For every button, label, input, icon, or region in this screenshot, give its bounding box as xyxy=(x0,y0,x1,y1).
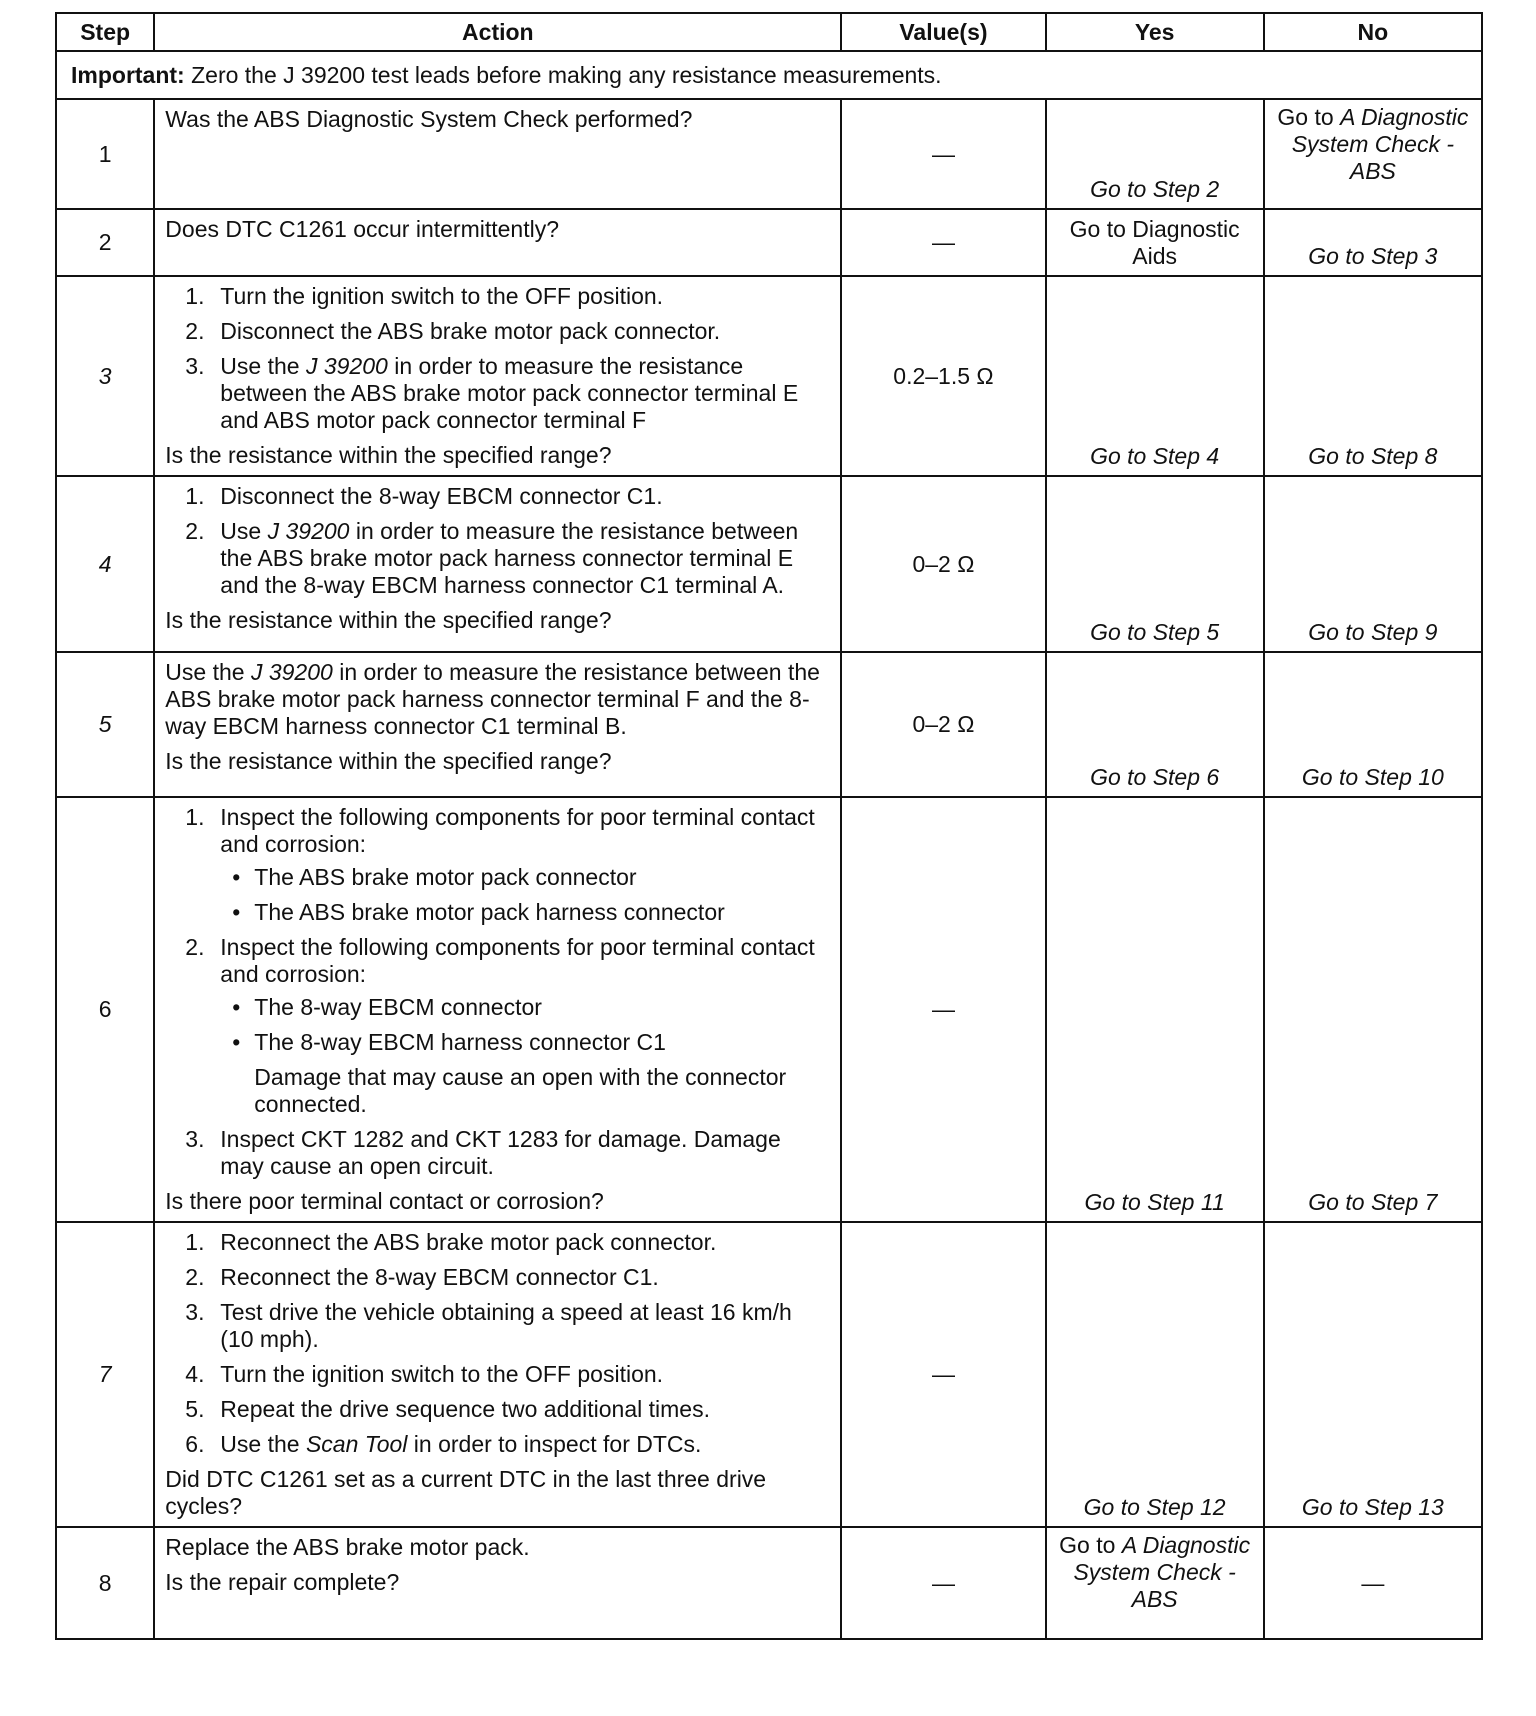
action-cell xyxy=(154,797,841,1222)
diagnostic-document xyxy=(55,12,1483,1640)
list-item: 1. Inspect the following components for poor terminal contact and corrosion: • The ABS brake motor pack connector • The ABS brake motor pack harness connector xyxy=(165,804,830,926)
header-no: No xyxy=(1264,13,1482,51)
list-item: 3. Use the J 39200 in order to measure the resistance between the ABS brake motor pack connector terminal E and ABS motor pack connector terminal F xyxy=(185,353,799,433)
header-values: Value(s) xyxy=(841,13,1045,51)
step-number: 7 xyxy=(56,1222,154,1527)
tool-name: J 39200 xyxy=(305,353,388,379)
step-number: 5 xyxy=(56,652,154,797)
action-cell xyxy=(154,209,841,276)
list-item: 6. Use the Scan Tool in order to inspect for DTCs. xyxy=(185,1431,702,1457)
yes-link[interactable]: Go to Step 5 xyxy=(1046,476,1264,652)
list-item: 2. Reconnect the 8-way EBCM connector C1. xyxy=(185,1264,659,1290)
value-cell: — xyxy=(841,209,1045,276)
no-link[interactable]: Go to Step 7 xyxy=(1264,797,1482,1222)
question-text: Did DTC C1261 set as a current DTC in the last three drive cycles? xyxy=(165,1466,767,1519)
tool-name: J 39200 xyxy=(267,518,350,544)
no-link[interactable]: Go to Step 13 xyxy=(1264,1222,1482,1527)
list-item: 3. Inspect CKT 1282 and CKT 1283 for damage. Damage may cause an open circuit. xyxy=(185,1126,781,1179)
yes-link[interactable]: Go to Diagnostic Aids xyxy=(1046,209,1264,276)
damage-note: Damage that may cause an open with the connector connected. xyxy=(254,1064,787,1117)
step-number: 6 xyxy=(56,797,154,1222)
question-text: Is there poor terminal contact or corrosion? xyxy=(165,1188,604,1214)
step-row-2 xyxy=(56,209,1482,276)
no-link[interactable]: Go to Step 10 xyxy=(1264,652,1482,797)
no-link[interactable]: Go to Step 3 xyxy=(1264,209,1482,276)
list-item: 5. Repeat the drive sequence two additional times. xyxy=(185,1396,710,1422)
yes-link[interactable]: Go to Step 12 xyxy=(1046,1222,1264,1527)
instruction-list xyxy=(165,283,830,434)
step-row-6 xyxy=(56,797,1482,1222)
question-text: Is the repair complete? xyxy=(165,1569,400,1595)
no-link[interactable]: Go to A Diagnostic System Check - ABS xyxy=(1264,99,1482,209)
value-cell: — xyxy=(841,99,1045,209)
bullet-item: • The 8-way EBCM connector xyxy=(232,994,542,1020)
step-row-7 xyxy=(56,1222,1482,1527)
bullet-item: • The 8-way EBCM harness connector C1 Damage that may cause an open with the connector connected. xyxy=(220,1029,830,1118)
list-item: 1. Disconnect the 8-way EBCM connector C1. xyxy=(185,483,663,509)
bullet-list xyxy=(220,864,830,926)
value-cell: — xyxy=(841,797,1045,1222)
header-row xyxy=(56,13,1482,51)
step-number: 1 xyxy=(56,99,154,209)
step-row-4 xyxy=(56,476,1482,652)
question-text: Is the resistance within the specified range? xyxy=(165,748,612,774)
list-item: 4. Turn the ignition switch to the OFF position. xyxy=(185,1361,664,1387)
value-cell: 0–2 Ω xyxy=(841,476,1045,652)
question-text: Is the resistance within the specified range? xyxy=(165,442,612,468)
header-action: Action xyxy=(154,13,841,51)
bullet-item: • The ABS brake motor pack connector xyxy=(232,864,637,890)
value-cell: — xyxy=(841,1527,1045,1639)
no-link[interactable]: Go to Step 8 xyxy=(1264,276,1482,476)
instruction-list xyxy=(165,1229,830,1458)
yes-link[interactable]: Go to Step 2 xyxy=(1046,99,1264,209)
important-note xyxy=(56,51,1482,99)
action-cell xyxy=(154,99,841,209)
question-text: Does DTC C1261 occur intermittently? xyxy=(165,216,560,242)
list-item: 1. Turn the ignition switch to the OFF position. xyxy=(185,283,664,309)
value-cell: 0–2 Ω xyxy=(841,652,1045,797)
bullet-list xyxy=(220,994,830,1118)
instruction-text: Replace the ABS brake motor pack. xyxy=(165,1534,530,1560)
step-number: 3 xyxy=(56,276,154,476)
step-row-1 xyxy=(56,99,1482,209)
important-row xyxy=(56,51,1482,99)
question-text: Is the resistance within the specified range? xyxy=(165,607,612,633)
bullet-item: • The ABS brake motor pack harness connector xyxy=(232,899,725,925)
step-row-5 xyxy=(56,652,1482,797)
yes-link[interactable]: Go to A Diagnostic System Check - ABS xyxy=(1046,1527,1264,1639)
instruction-list xyxy=(165,804,830,1180)
step-row-3 xyxy=(56,276,1482,476)
list-item: 2. Use J 39200 in order to measure the resistance between the ABS brake motor pack harness connector terminal E and the 8-way EBCM harness connector C1 terminal A. xyxy=(185,518,799,598)
step-number: 8 xyxy=(56,1527,154,1639)
action-cell xyxy=(154,652,841,797)
important-text: Zero the J 39200 test leads before making any resistance measurements. xyxy=(184,62,942,88)
question-text: Was the ABS Diagnostic System Check performed? xyxy=(165,106,693,132)
action-cell xyxy=(154,1222,841,1527)
value-cell: 0.2–1.5 Ω xyxy=(841,276,1045,476)
important-label: Important: xyxy=(71,62,185,88)
step-number: 2 xyxy=(56,209,154,276)
action-cell xyxy=(154,476,841,652)
list-item: 2. Inspect the following components for poor terminal contact and corrosion: • The 8-way EBCM connector • The 8-way EBCM harness connector C1 Damage that may cause an open with the connector connected. xyxy=(165,934,830,1118)
yes-link[interactable]: Go to Step 11 xyxy=(1046,797,1264,1222)
no-link[interactable]: Go to Step 9 xyxy=(1264,476,1482,652)
instruction-list xyxy=(165,483,830,599)
tool-name: J 39200 xyxy=(250,659,333,685)
list-item: 1. Reconnect the ABS brake motor pack connector. xyxy=(185,1229,717,1255)
instruction-text: Use the J 39200 in order to measure the resistance between the ABS brake motor pack harness connector terminal F and the 8-way EBCM harness connector C1 terminal B. xyxy=(165,659,820,739)
action-cell xyxy=(154,276,841,476)
step-number: 4 xyxy=(56,476,154,652)
step-row-8 xyxy=(56,1527,1482,1639)
header-step: Step xyxy=(56,13,154,51)
value-cell: — xyxy=(841,1222,1045,1527)
yes-link[interactable]: Go to Step 4 xyxy=(1046,276,1264,476)
action-cell xyxy=(154,1527,841,1639)
list-item: 2. Disconnect the ABS brake motor pack connector. xyxy=(185,318,721,344)
tool-name: Scan Tool xyxy=(305,1431,408,1457)
header-yes: Yes xyxy=(1046,13,1264,51)
yes-link[interactable]: Go to Step 6 xyxy=(1046,652,1264,797)
no-value: — xyxy=(1264,1527,1482,1639)
list-item: 3. Test drive the vehicle obtaining a speed at least 16 km/h (10 mph). xyxy=(185,1299,792,1352)
diagnostic-table xyxy=(55,12,1483,1640)
